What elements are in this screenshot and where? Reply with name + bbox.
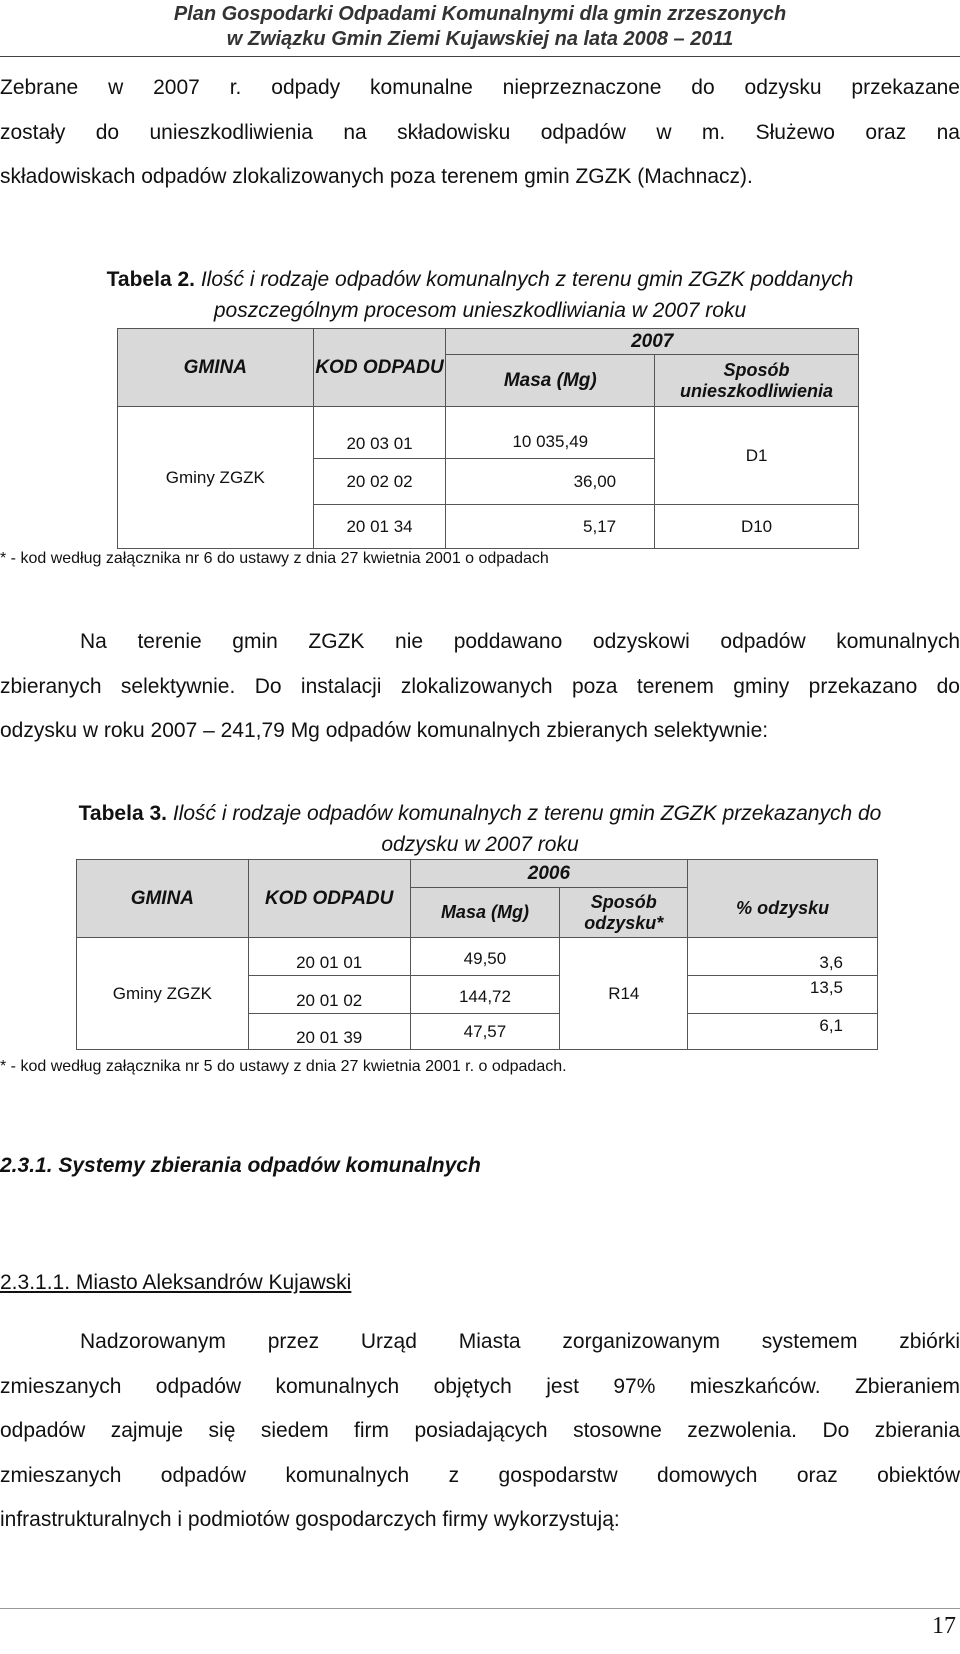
intro-line-3: składowiskach odpadów zlokalizowanych poza terenem gmin ZGZK (Machnacz). bbox=[0, 165, 753, 188]
intro-line-2: zostały do unieszkodliwienia na składowisku odpadów w m. Służewo oraz na bbox=[0, 120, 960, 144]
header-line-2: w Związku Gmin Ziemi Kujawskiej na lata 2008 – 2011 bbox=[226, 28, 734, 50]
subsection-heading: 2.3.1.1. Miasto Aleksandrów Kujawski bbox=[0, 1271, 352, 1294]
collection-line-2: zmieszanych odpadów komunalnych objętych jest 97% mieszkańców. Zbieraniem bbox=[0, 1374, 960, 1398]
header-divider bbox=[0, 56, 960, 57]
table3-kod-cell: 20 01 01 bbox=[248, 938, 410, 976]
table3-kod-cell: 20 01 02 bbox=[248, 976, 410, 1014]
table3-procent-cell: 13,5 bbox=[688, 976, 878, 1014]
table2-sposob-cell: D1 bbox=[655, 407, 859, 505]
recovery-line-3: odzysku w roku 2007 – 241,79 Mg odpadów komunalnych zbieranych selektywnie: bbox=[0, 719, 769, 742]
collection-line-4: zmieszanych odpadów komunalnych z gospodarstw domowych oraz obiektów bbox=[0, 1463, 960, 1487]
table3-header-gmina: GMINA bbox=[77, 860, 249, 938]
table2-header-year: 2007 bbox=[446, 329, 859, 355]
table2-kod-cell: 20 01 34 bbox=[313, 505, 446, 549]
table3-header-procent: % odzysku bbox=[688, 860, 878, 938]
table3-sposob-cell: R14 bbox=[560, 938, 688, 1050]
table2-kod-cell: 20 02 02 bbox=[313, 459, 446, 505]
table3-caption-line2: odzysku w 2007 roku bbox=[381, 833, 579, 856]
table3-header-kod: KOD ODPADU bbox=[248, 860, 410, 938]
table2-masa-cell: 10 035,49 bbox=[446, 407, 655, 459]
table2-kod-cell: 20 03 01 bbox=[313, 407, 446, 459]
page-header bbox=[0, 0, 960, 60]
table3-procent-cell: 3,6 bbox=[688, 938, 878, 976]
recovery-line-1: Na terenie gmin ZGZK nie poddawano odzyskowi odpadów komunalnych bbox=[80, 630, 960, 653]
table3-header-sposob: Sposób odzysku* bbox=[560, 888, 688, 938]
table2-masa-cell: 36,00 bbox=[446, 459, 655, 505]
table3-caption-label: Tabela 3. bbox=[78, 802, 167, 825]
table3-caption-text: Ilość i rodzaje odpadów komunalnych z terenu gmin ZGZK przekazanych do bbox=[166, 802, 882, 825]
table2-sposob-cell: D10 bbox=[655, 505, 859, 549]
collection-line-5: infrastrukturalnych i podmiotów gospodarczych firmy wykorzystują: bbox=[0, 1508, 620, 1531]
table3-masa-cell: 47,57 bbox=[410, 1014, 560, 1050]
table-3 bbox=[76, 859, 878, 1050]
footer-divider bbox=[0, 1608, 960, 1609]
table2-caption-text: Ilość i rodzaje odpadów komunalnych z terenu gmin ZGZK poddanych bbox=[194, 268, 854, 291]
table2-header-gmina: GMINA bbox=[118, 329, 314, 407]
table3-gmina-cell: Gminy ZGZK bbox=[77, 938, 249, 1050]
table2-caption bbox=[0, 264, 960, 326]
intro-line-1: Zebrane w 2007 r. odpady komunalne nieprzeznaczone do odzysku przekazane bbox=[0, 76, 960, 99]
section-heading: 2.3.1. Systemy zbierania odpadów komunalnych bbox=[0, 1154, 481, 1177]
table2-masa-cell: 5,17 bbox=[446, 505, 655, 549]
table3-kod-cell: 20 01 39 bbox=[248, 1014, 410, 1050]
recovery-line-2: zbieranych selektywnie. Do instalacji zlokalizowanych poza terenem gminy przekazano do bbox=[0, 674, 960, 698]
table3-masa-cell: 144,72 bbox=[410, 976, 560, 1014]
table2-caption-label: Tabela 2. bbox=[106, 268, 195, 291]
collection-paragraph bbox=[0, 1320, 960, 1543]
table3-masa-cell: 49,50 bbox=[410, 938, 560, 976]
table3-procent-cell: 6,1 bbox=[688, 1014, 878, 1050]
table3-header-masa: Masa (Mg) bbox=[410, 888, 560, 938]
table2-header-sposob: Sposób unieszkodliwienia bbox=[655, 355, 859, 407]
collection-line-1: Nadzorowanym przez Urząd Miasta zorganizowanym systemem zbiórki bbox=[80, 1330, 960, 1353]
intro-paragraph bbox=[0, 66, 960, 200]
table2-header-masa: Masa (Mg) bbox=[446, 355, 655, 407]
table3-header-year: 2006 bbox=[410, 860, 688, 888]
recovery-paragraph bbox=[0, 620, 960, 754]
collection-line-3: odpadów zajmuje się siedem firm posiadających stosowne zezwolenia. Do zbierania bbox=[0, 1419, 960, 1442]
table2-header-kod: KOD ODPADU bbox=[313, 329, 446, 407]
table-2 bbox=[117, 328, 859, 549]
table3-footnote: * - kod według załącznika nr 5 do ustawy z dnia 27 kwietnia 2001 r. o odpadach. bbox=[0, 1058, 567, 1075]
table2-caption-line2: poszczególnym procesom unieszkodliwiania w 2007 roku bbox=[213, 299, 747, 322]
header-line-1: Plan Gospodarki Odpadami Komunalnymi dla gmin zrzeszonych bbox=[173, 3, 787, 25]
table2-footnote: * - kod według załącznika nr 6 do ustawy z dnia 27 kwietnia 2001 o odpadach bbox=[0, 550, 549, 567]
table3-caption bbox=[0, 798, 960, 860]
page-number: 17 bbox=[932, 1613, 956, 1639]
table2-gmina-cell: Gminy ZGZK bbox=[118, 407, 314, 549]
